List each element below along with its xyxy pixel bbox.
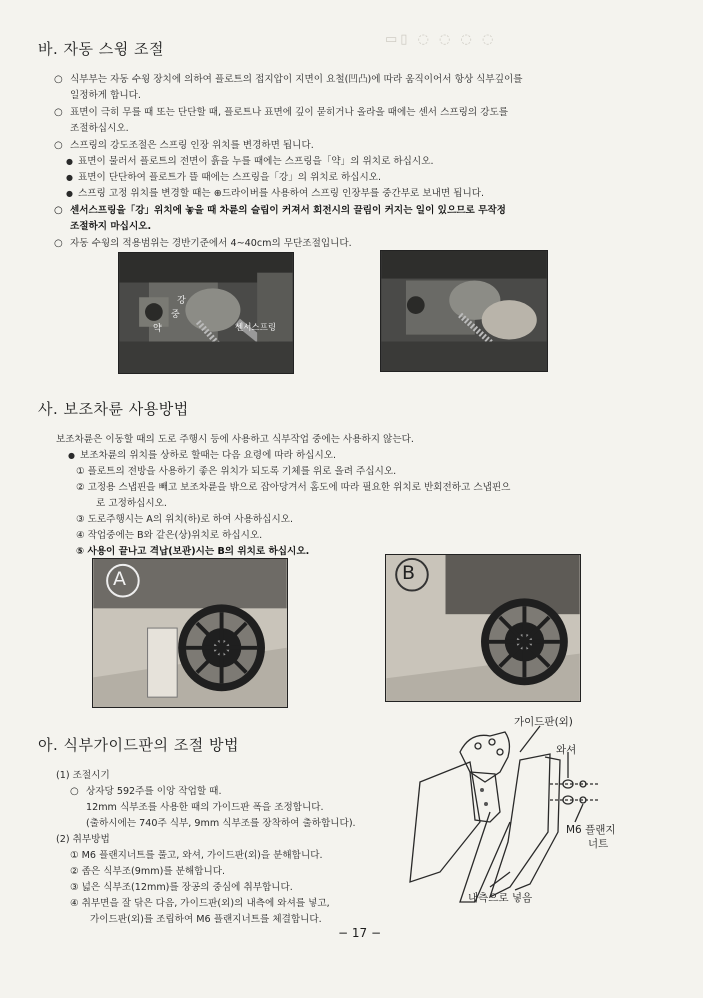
- photo-sensor-spring-right: [380, 250, 548, 372]
- photo-wheel-position-a: [92, 558, 288, 708]
- label-medium: 중: [171, 310, 180, 320]
- text-line: ③ 도로주행시는 A의 위치(하)로 하여 사용하십시오.: [76, 514, 294, 525]
- label-sensor-spring: 센서스프링: [235, 323, 277, 333]
- text-line: ② 고정용 스냅핀을 빼고 보조차륜을 밖으로 잡아당겨서 홈도에 따라 필요한 위치로 반회전하고 스냅핀으: [76, 482, 511, 493]
- text-line: ① M6 플랜지너트를 풀고, 와셔, 가이드판(외)을 분해합니다.: [70, 850, 323, 861]
- text-line: ○ 센서스프링을「강」위치에 놓을 때 차륜의 슬립이 커져서 회전시의 끌림이 커지는 일이 있으므로 무작정: [70, 203, 506, 218]
- text-line: ● 표면이 물러서 플로트의 전면이 흙을 누를 때에는 스프링을「약」의 위치로 하십시오.: [78, 154, 434, 169]
- wheel-illustration: [386, 555, 580, 701]
- text-line: 12mm 식부조를 사용한 때의 가이드판 폭을 조정합니다.: [86, 802, 324, 813]
- text-line: (1) 조절시기: [56, 770, 110, 781]
- label-guide-plate-outer: 가이드판(외): [514, 716, 573, 728]
- text-line: ● 스프링 고정 위치를 변경할 때는 ⊕드라이버를 사용하여 스프링 인장부를 중간부로 보내면 됩니다.: [78, 186, 484, 201]
- text-line: ⑤ 사용이 끝나고 격납(보관)시는 B의 위치로 하십시오.: [76, 546, 310, 557]
- text-line: ○ 자동 수윙의 적용범위는 경반기준에서 4~40cm의 무단조절입니다.: [70, 236, 352, 251]
- text-line: 조절하지 마십시오.: [70, 221, 152, 232]
- label-m6-flange: M6 플랜지: [566, 824, 616, 836]
- page-number: − 17 −: [338, 926, 382, 940]
- label-position-b: B: [402, 562, 416, 584]
- photo-illustration: [381, 251, 547, 371]
- guide-plate-drawing: [400, 712, 690, 912]
- text-line: ● 보조차륜의 위치를 상하로 할때는 다음 요령에 따라 하십시오.: [80, 448, 336, 463]
- text-line: ○ 상자당 592주를 이앙 작업할 때.: [86, 784, 222, 799]
- label-position-a: A: [113, 568, 126, 590]
- section-title-guide-plate: 아. 식부가이드판의 조절 방법: [38, 736, 239, 754]
- label-weak: 약: [153, 324, 162, 334]
- text-line: ○ 식부부는 자동 수윙 장치에 의하여 플로트의 접지압이 지면이 요철(凹凸)에 따라 움직이어서 항상 식부깊이를: [70, 72, 523, 87]
- text-line: ● 표면이 단단하여 플로트가 뜰 때에는 스프링을「강」의 위치로 하십시오.: [78, 170, 381, 185]
- text-line: ④ 취부면을 잘 닦은 다음, 가이드판(외)의 내측에 와셔를 넣고,: [70, 898, 330, 909]
- label-strong: 강: [177, 296, 186, 306]
- label-nut: 너트: [588, 838, 609, 850]
- text-line: ④ 작업중에는 B와 같은(상)위치로 하십시오.: [76, 530, 263, 541]
- photo-sensor-spring-left: [118, 252, 294, 374]
- guide-plate-diagram: [400, 712, 690, 912]
- photo-illustration: [119, 253, 293, 373]
- label-insert-inside: 내측으로 넣음: [468, 892, 533, 904]
- text-line: ③ 넓은 식부조(12mm)를 장공의 중심에 취부합니다.: [70, 882, 293, 893]
- text-line: ○ 스프링의 강도조절은 스프링 인장 위치를 변경하면 됩니다.: [70, 138, 314, 153]
- label-washer: 와셔: [556, 744, 577, 756]
- text-line: (2) 취부방법: [56, 834, 110, 845]
- text-line: (출하시에는 740주 식부, 9mm 식부조를 장착하여 출하합니다).: [86, 818, 356, 829]
- section-title-auxiliary-wheel: 사. 보조차륜 사용방법: [38, 400, 189, 418]
- text-line: 로 고정하십시오.: [96, 498, 167, 509]
- bleed-through-text: ▭▯ ◌ ◌ ◌ ◌: [385, 32, 497, 47]
- text-line: 가이드판(외)를 조립하여 M6 플랜지너트를 체결합니다.: [90, 914, 322, 925]
- text-line: 조절하십시오.: [70, 123, 129, 134]
- text-line: ② 좁은 식부조(9mm)를 분해합니다.: [70, 866, 226, 877]
- section-title-auto-swing: 바. 자동 스윙 조절: [38, 40, 165, 58]
- text-line: 보조차륜은 이동할 때의 도로 주행시 등에 사용하고 식부작업 중에는 사용하지 않는다.: [56, 434, 414, 445]
- text-line: ① 플로트의 전방을 사용하기 좋은 위치가 되도록 기체를 위로 올려 주십시오.: [76, 466, 397, 477]
- photo-wheel-position-b: [385, 554, 581, 702]
- text-line: 일정하게 합니다.: [70, 90, 141, 101]
- text-line: ○ 표면이 극히 무를 때 또는 단단할 때, 플로트나 표면에 깊이 묻히거나 올라올 때에는 센서 스프링의 강도를: [70, 105, 508, 120]
